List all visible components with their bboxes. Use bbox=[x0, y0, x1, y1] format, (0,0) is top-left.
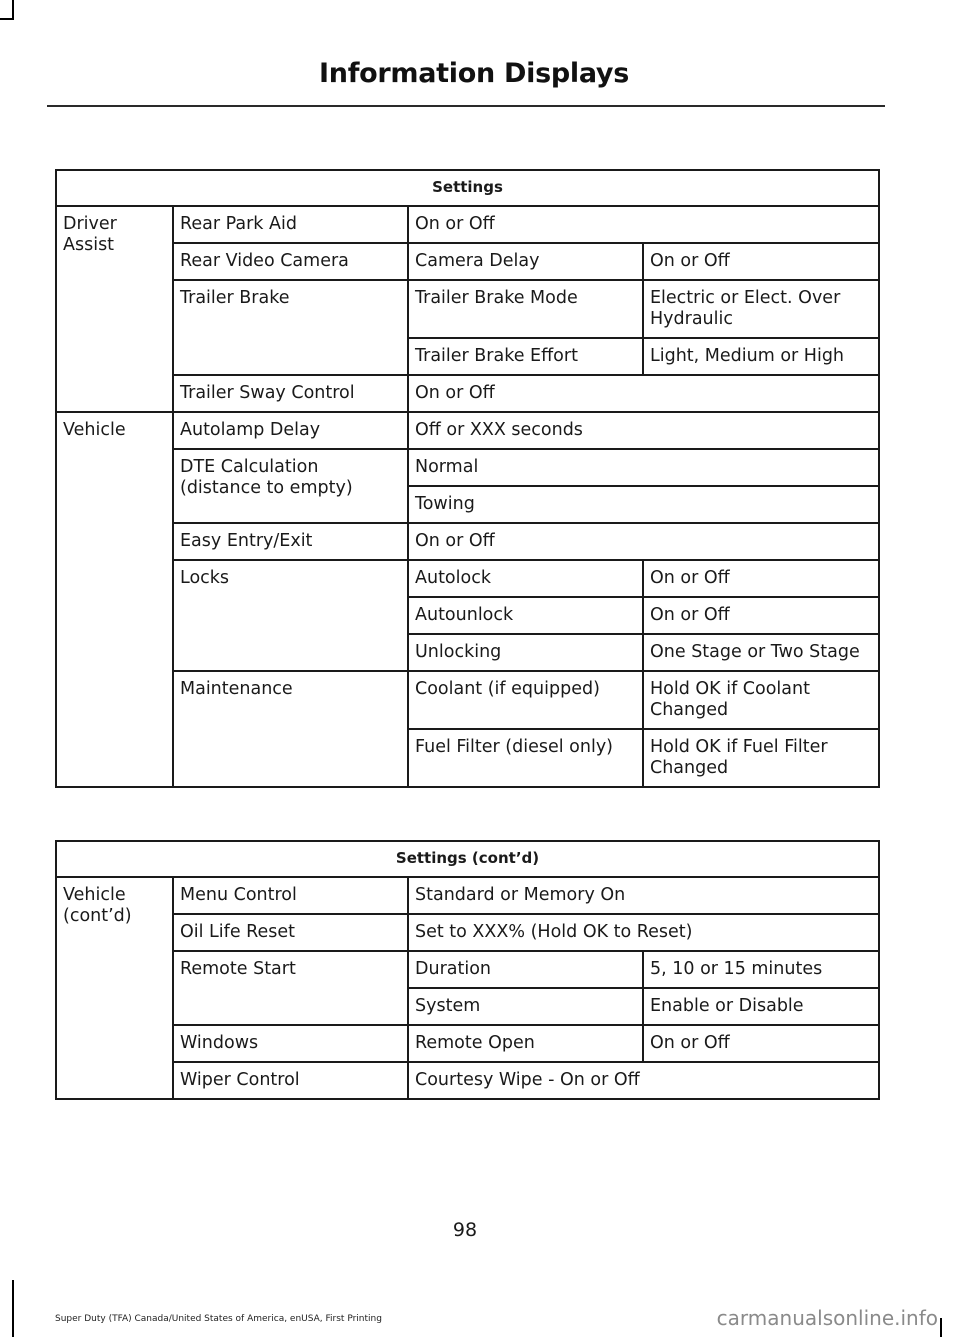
table-caption-row bbox=[56, 170, 879, 206]
option-cell: Trailer Brake Mode bbox=[408, 280, 643, 338]
setting-cell: Maintenance bbox=[173, 671, 408, 787]
page-number: 98 bbox=[452, 1219, 478, 1241]
table-row bbox=[56, 1062, 879, 1099]
setting-cell: Easy Entry/Exit bbox=[173, 523, 408, 560]
setting-cell: Trailer Brake bbox=[173, 280, 408, 375]
table-row bbox=[56, 523, 879, 560]
table-row bbox=[56, 449, 879, 486]
table-row bbox=[56, 375, 879, 412]
setting-cell: Windows bbox=[173, 1025, 408, 1062]
table-row bbox=[56, 412, 879, 449]
value-cell: Electric or Elect. Over Hydraulic bbox=[643, 280, 879, 338]
option-cell: Coolant (if equipped) bbox=[408, 671, 643, 729]
group-cell: Vehicle (cont’d) bbox=[56, 877, 173, 1099]
table-row bbox=[56, 280, 879, 338]
setting-cell: Autolamp Delay bbox=[173, 412, 408, 449]
value-cell: On or Off bbox=[643, 597, 879, 634]
page-title: Information Displays bbox=[319, 58, 629, 89]
setting-cell: Remote Start bbox=[173, 951, 408, 1025]
option-cell: On or Off bbox=[408, 523, 879, 560]
option-cell: On or Off bbox=[408, 375, 879, 412]
setting-cell: Rear Park Aid bbox=[173, 206, 408, 243]
option-cell: Towing bbox=[408, 486, 879, 523]
watermark: carmanualsonline.info bbox=[716, 1306, 938, 1330]
table-row bbox=[56, 877, 879, 914]
option-cell: Duration bbox=[408, 951, 643, 988]
settings-table bbox=[55, 169, 880, 788]
value-cell: Hold OK if Fuel Filter Changed bbox=[643, 729, 879, 787]
table-row bbox=[56, 671, 879, 729]
crop-mark-top-left-v bbox=[12, 0, 14, 18]
header-rule bbox=[47, 105, 885, 107]
option-cell: On or Off bbox=[408, 206, 879, 243]
option-cell: Normal bbox=[408, 449, 879, 486]
option-cell: Autounlock bbox=[408, 597, 643, 634]
value-cell: On or Off bbox=[643, 1025, 879, 1062]
setting-cell: DTE Calculation (distance to empty) bbox=[173, 449, 408, 523]
settings-table-continued bbox=[55, 840, 880, 1100]
value-cell: Hold OK if Coolant Changed bbox=[643, 671, 879, 729]
option-cell: Remote Open bbox=[408, 1025, 643, 1062]
option-cell: Standard or Memory On bbox=[408, 877, 879, 914]
value-cell: One Stage or Two Stage bbox=[643, 634, 879, 671]
value-cell: On or Off bbox=[643, 560, 879, 597]
option-cell: Unlocking bbox=[408, 634, 643, 671]
value-cell: On or Off bbox=[643, 243, 879, 280]
option-cell: Camera Delay bbox=[408, 243, 643, 280]
option-cell: Autolock bbox=[408, 560, 643, 597]
table-caption: Settings bbox=[56, 170, 879, 206]
value-cell: 5, 10 or 15 minutes bbox=[643, 951, 879, 988]
table-row bbox=[56, 1025, 879, 1062]
crop-mark-top-left-h bbox=[0, 18, 14, 20]
table-row bbox=[56, 951, 879, 988]
setting-cell: Rear Video Camera bbox=[173, 243, 408, 280]
setting-cell: Menu Control bbox=[173, 877, 408, 914]
crop-mark-bottom-left-v bbox=[12, 1280, 14, 1337]
option-cell: Courtesy Wipe - On or Off bbox=[408, 1062, 879, 1099]
option-cell: Set to XXX% (Hold OK to Reset) bbox=[408, 914, 879, 951]
table-row bbox=[56, 243, 879, 280]
table-row bbox=[56, 914, 879, 951]
option-cell: Fuel Filter (diesel only) bbox=[408, 729, 643, 787]
value-cell: Enable or Disable bbox=[643, 988, 879, 1025]
setting-cell: Trailer Sway Control bbox=[173, 375, 408, 412]
value-cell: Light, Medium or High bbox=[643, 338, 879, 375]
setting-cell: Locks bbox=[173, 560, 408, 671]
option-cell: Off or XXX seconds bbox=[408, 412, 879, 449]
option-cell: Trailer Brake Effort bbox=[408, 338, 643, 375]
group-cell: Driver Assist bbox=[56, 206, 173, 412]
table-caption: Settings (cont’d) bbox=[56, 841, 879, 877]
group-cell: Vehicle bbox=[56, 412, 173, 787]
option-cell: System bbox=[408, 988, 643, 1025]
footer-edition-text: Super Duty (TFA) Canada/United States of America, enUSA, First Printing bbox=[55, 1314, 382, 1324]
setting-cell: Wiper Control bbox=[173, 1062, 408, 1099]
setting-cell: Oil Life Reset bbox=[173, 914, 408, 951]
table-row bbox=[56, 206, 879, 243]
table-row bbox=[56, 560, 879, 597]
table-caption-row bbox=[56, 841, 879, 877]
crop-mark-bottom-right-v bbox=[940, 1318, 942, 1337]
